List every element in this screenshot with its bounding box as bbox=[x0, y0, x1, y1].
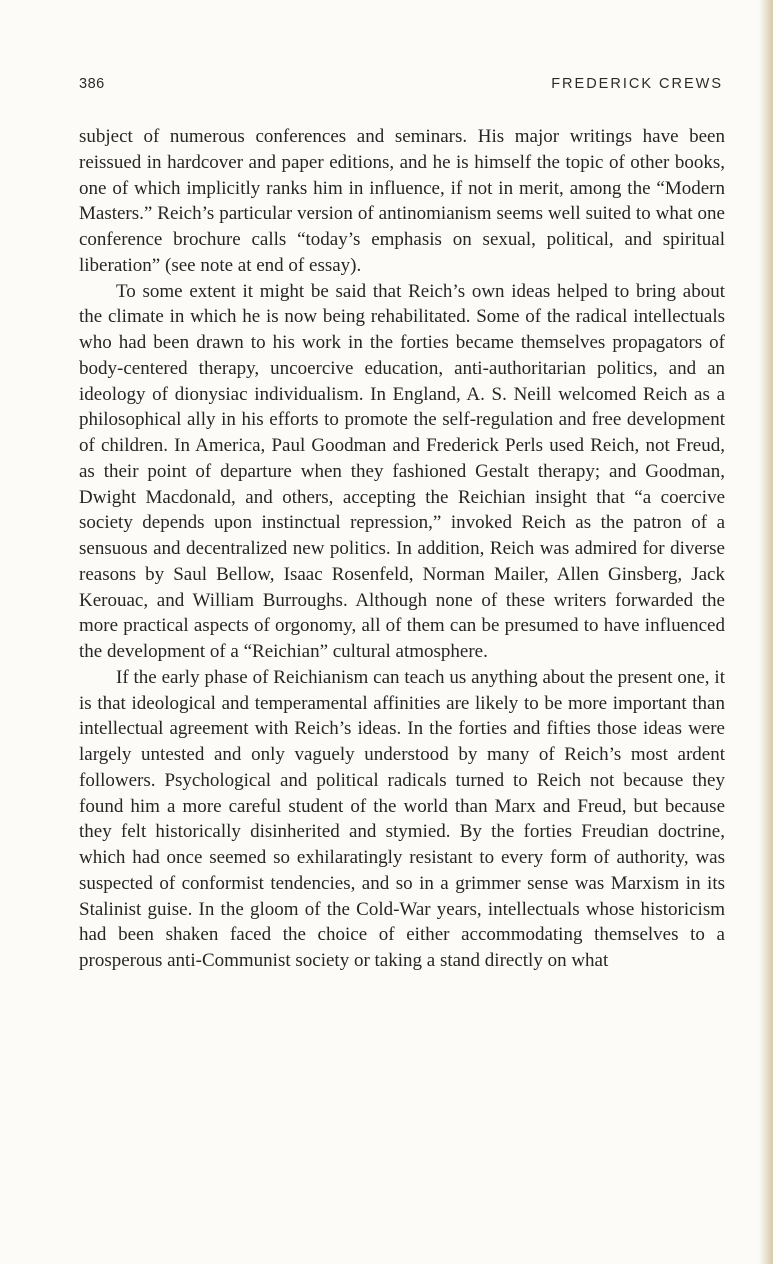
paragraph-early-reichianism: If the early phase of Reichianism can teach us anything about the present one, it is that ideological and temperamental affinities are likely to be more important than intellectual agreement with Reich’s ideas. In the forties and fifties those ideas were largely untested and only vaguely understood by many of Reich’s most ardent followers. Psychological and political radicals turned to Reich not because they found him a more careful student of the world than Marx and Freud, but because they felt historically disinherited and stymied. By the forties Freudian doctrine, which had once seemed so exhilaratingly resistant to every form of authority, was suspected of conformist tendencies, and so in a grimmer sense was Marxism in its Stalinist guise. In the gloom of the Cold-War years, intellectuals whose historicism had been shaken faced the choice of either accommodating themselves to a prosperous anti-Communist society or taking a stand directly on what bbox=[79, 666, 725, 971]
body-text bbox=[79, 124, 725, 974]
running-title: FREDERICK CREWS bbox=[551, 76, 723, 92]
page-edge-shadow bbox=[759, 0, 773, 1264]
page-number: 386 bbox=[79, 76, 105, 92]
paragraph-continued: subject of numerous conferences and seminars. His major writings have been reissued in hardcover and paper editions, and he is himself the topic of other books, one of which implicitly ranks him in influence, if not in merit, among the “Modern Masters.” Reich’s particular version of antinomianism seems well suited to what one conference brochure calls “today’s emphasis on sexual, political, and spiritual liberation” (see note at end of essay). bbox=[79, 126, 725, 276]
running-header bbox=[79, 76, 723, 96]
paragraph-reich-influence: To some extent it might be said that Reich’s own ideas helped to bring about the climate in which he is now being rehabilitated. Some of the radical intellectuals who had been drawn to his work in the forties became themselves propagators of body-centered therapy, uncoercive education, anti-authoritarian politics, and an ideology of dionysiac individualism. In England, A. S. Neill welcomed Reich as a philosophical ally in his efforts to promote the self-regulation and free development of children. In America, Paul Goodman and Frederick Perls used Reich, not Freud, as their point of departure when they fashioned Gestalt therapy; and Goodman, Dwight Macdonald, and others, accepting the Reichian insight that “a coercive society depends upon instinctual repression,” invoked Reich as the patron of a sensuous and decentralized new politics. In addition, Reich was admired for diverse reasons by Saul Bellow, Isaac Rosenfeld, Norman Mailer, Allen Ginsberg, Jack Kerouac, and William Burroughs. Although none of these writers forwarded the more practical aspects of orgonomy, all of them can be presumed to have influenced the development of a “Reichian” cultural atmosphere. bbox=[79, 280, 725, 662]
